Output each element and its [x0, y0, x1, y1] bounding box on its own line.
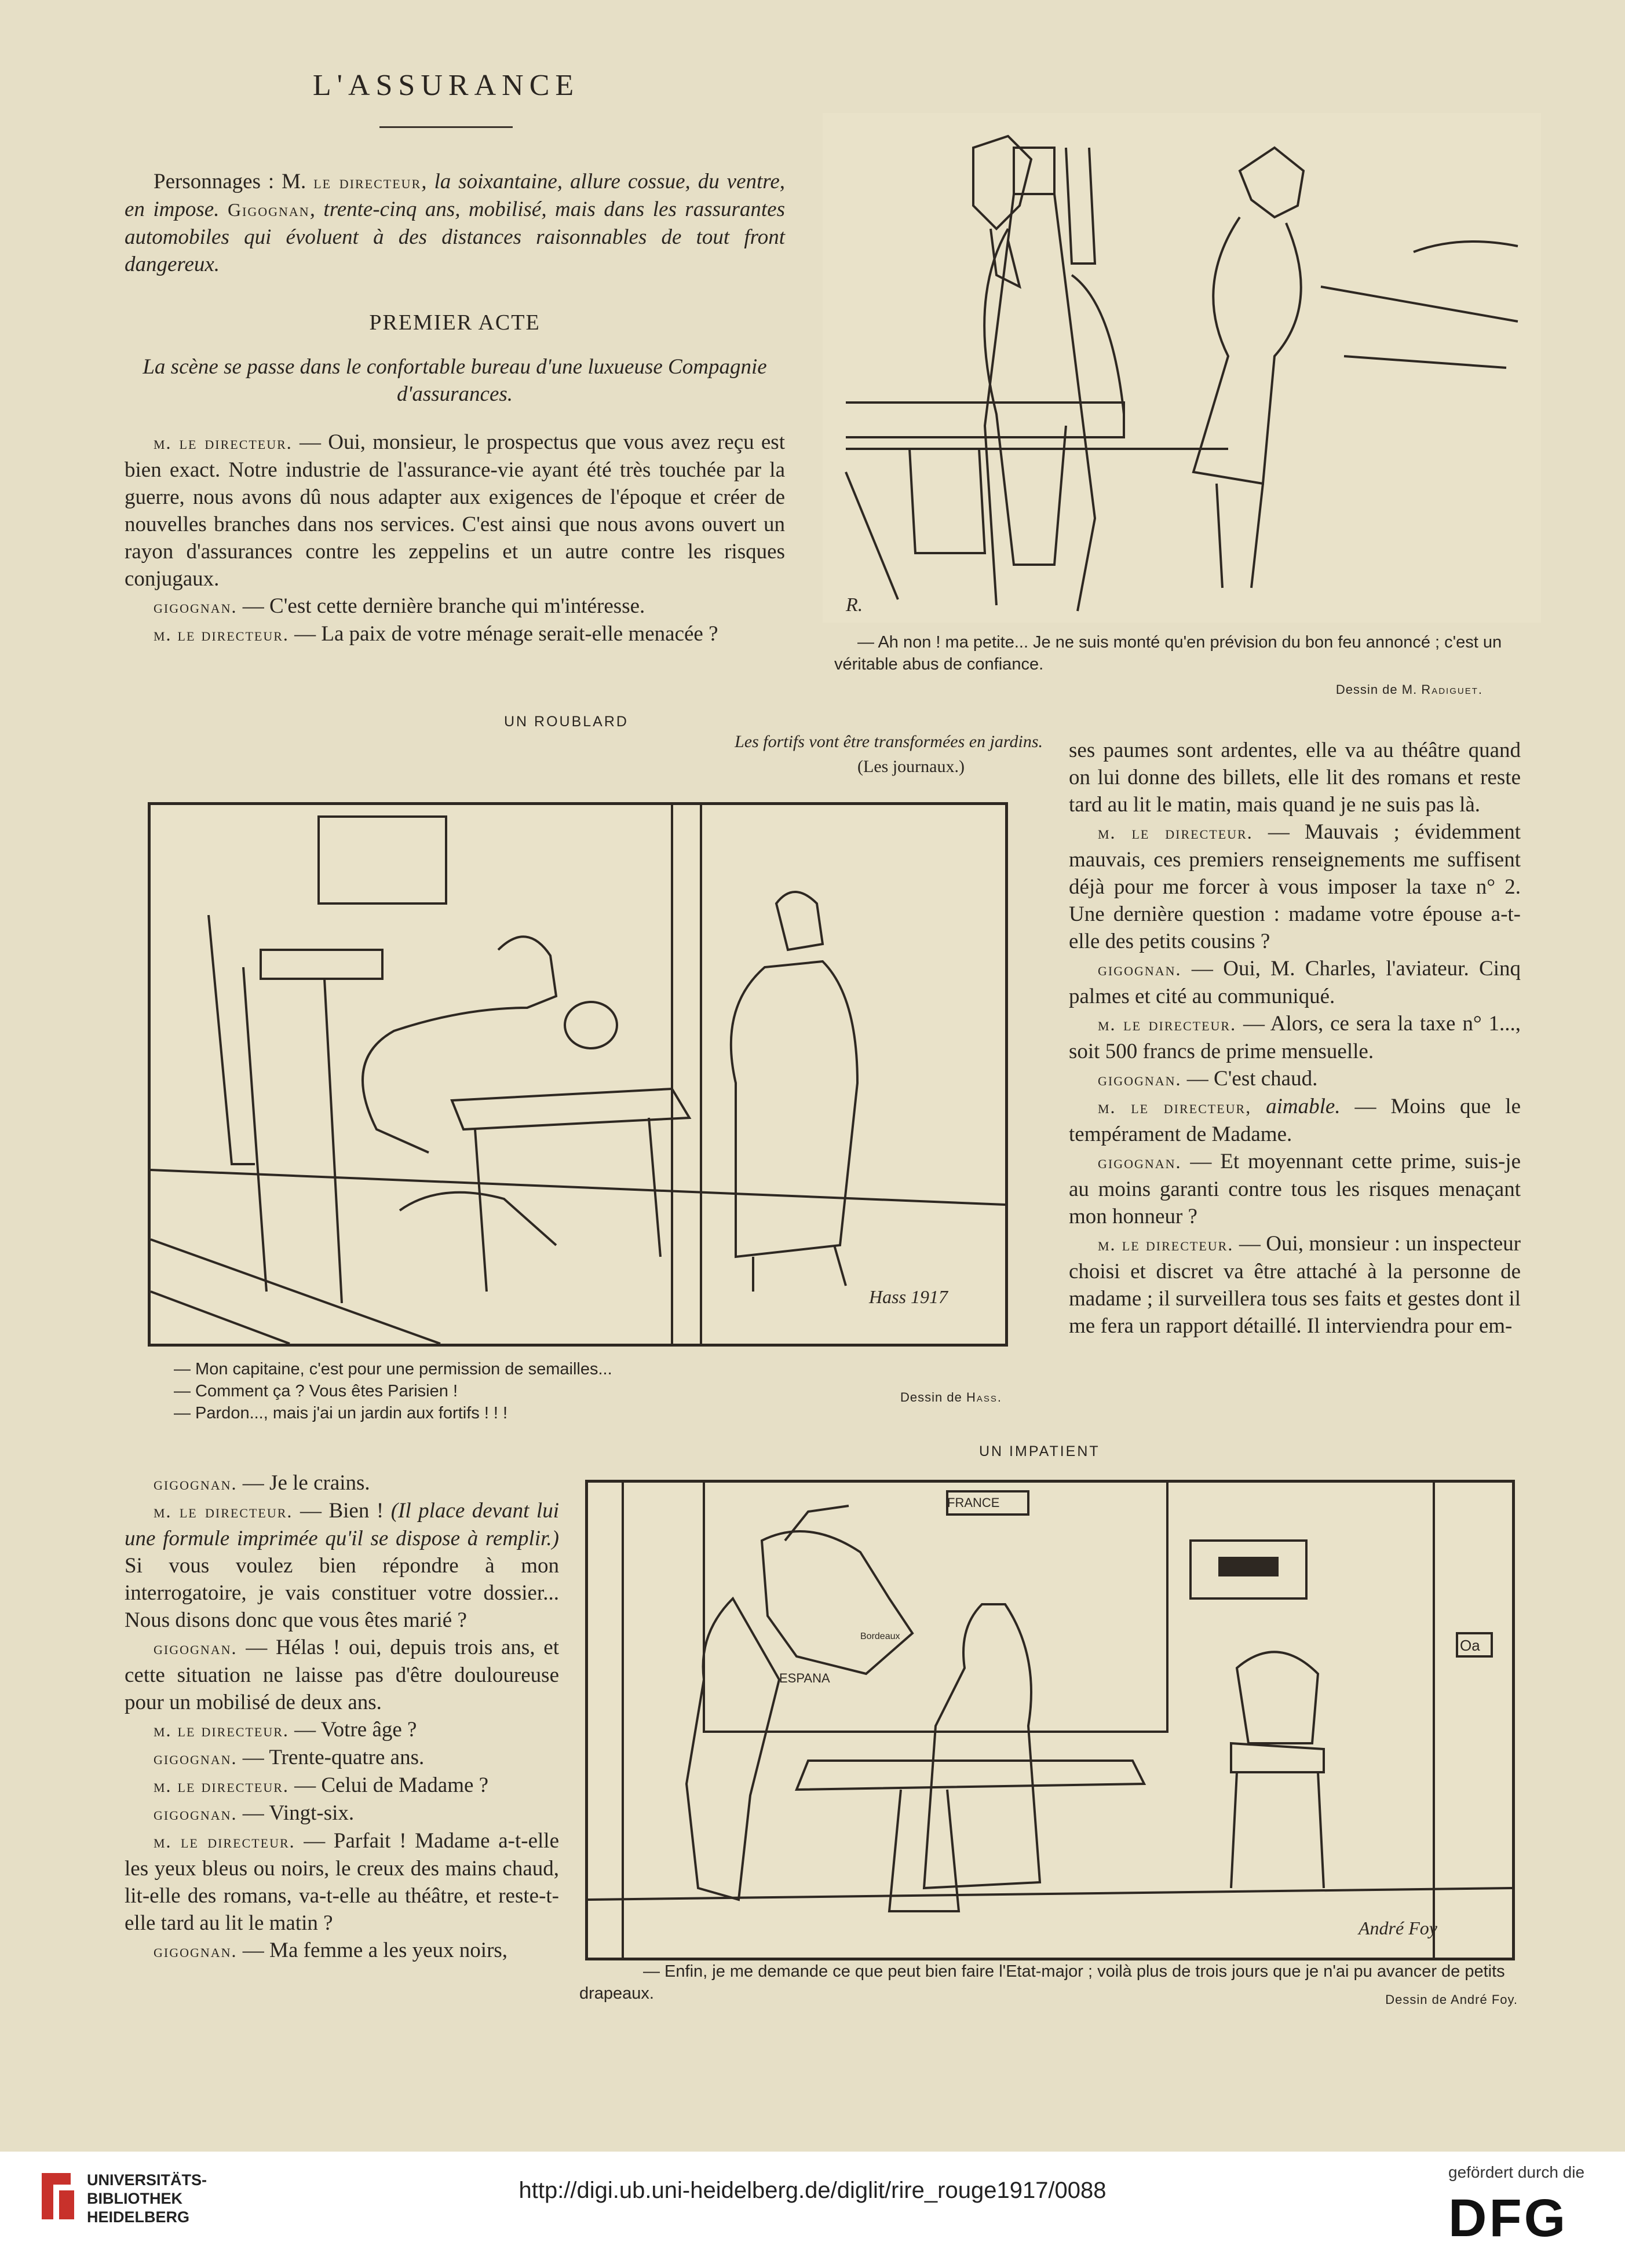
roublard-signature: Hass 1917: [869, 1286, 948, 1307]
impatient-illustration: [585, 1480, 1515, 1960]
dialogue-column-1: m. le directeur. — Oui, monsieur, le prospectus que vous avez reçu est bien exact. Notre industrie de l'assurance-vie ayant été très touchée par la guerre, nous avons dû nous adapter aux exigences de l'époque et créer de nouvelles branches dans nos services. C'est ainsi que nous avons ouvert un rayon d'assurances contre les zeppelins et un autre contre les risques conjugaux. gigognan. — C'est cette dernière branche qui m'intéresse. m. le directeur. — La paix de votre ménage serait-elle menacée ?: [125, 430, 785, 646]
impatient-signature: André Foy: [1359, 1918, 1437, 1938]
radiguet-signature: R.: [846, 594, 863, 616]
dfg-logo: DFG: [1448, 2189, 1568, 2248]
roublard-caption: [174, 1358, 840, 1424]
roublard-heading: UN ROUBLARD: [504, 714, 629, 730]
roublard-illustration: [148, 802, 1008, 1347]
roublard-drawing: [151, 805, 1005, 1344]
footer-bar: [0, 2152, 1625, 2268]
roublard-caption-line: — Mon capitaine, c'est pour une permission de semailles...: [174, 1360, 612, 1378]
sponsor-text: gefördert durch die: [1448, 2163, 1585, 2181]
radiguet-caption: — Ah non ! ma petite... Je ne suis monté qu'en prévision du bon feu annoncé ; c'est un véritable abus de confiance.: [834, 633, 1502, 674]
impatient-credit: Dessin de André Foy.: [1385, 1992, 1518, 2007]
impatient-heading: UN IMPATIENT: [979, 1443, 1100, 1459]
characters-paragraph: Personnages : M. le directeur, la soixantaine, allure cossue, du ventre, en impose. Gigognan, trente-cinq ans, mobilisé, mais dans les rassurantes automobiles qui évoluent à des distances raisonnables de tout front dangereux.: [125, 170, 786, 276]
map-label-bordeaux: Bordeaux: [860, 1632, 900, 1641]
roublard-source: (Les journaux.): [857, 757, 965, 776]
map-label-france: FRANCE: [947, 1495, 1000, 1510]
act-title: PREMIER ACTE: [369, 310, 541, 335]
radiguet-drawing: [823, 113, 1541, 623]
roublard-credit: Dessin de Hass.: [900, 1390, 1002, 1404]
impatient-drawing: [588, 1483, 1512, 1958]
map-label-espana: ESPANA: [779, 1671, 830, 1685]
door-plate: Oa: [1460, 1637, 1480, 1654]
digital-library-link[interactable]: http://digi.ub.uni-heidelberg.de/diglit/rire_rouge1917/0088: [518, 2178, 1107, 2203]
article-title: L'ASSURANCE: [312, 69, 580, 102]
roublard-caption-line: — Comment ça ? Vous êtes Parisien !: [174, 1382, 458, 1400]
roublard-caption-line: — Pardon..., mais j'ai un jardin aux fortifs ! ! !: [174, 1404, 508, 1422]
radiguet-credit: Dessin de M. Radiguet.: [1335, 682, 1483, 697]
dialogue-column-2: gigognan. — Je le crains. m. le directeur. — Bien ! (Il place devant lui une formule imprimée qu'il se dispose à remplir.) Si vous voulez bien répondre à mon interrogatoire, je vais constituer votre dossier... Nous disons donc que vous êtes marié ? gigognan. — Hélas ! oui, depuis trois ans, et cette situation ne laisse pas d'être douloureuse pour un mobilisé de deux ans. m. le directeur. — Votre âge ? gigognan. — Trente-quatre ans. m. le directeur. — Celui de Madame ? gigognan. — Vingt-six. m. le directeur. — Parfait ! Madame a-t-elle les yeux bleus ou noirs, le creux des mains chaud, lit-elle des romans, va-t-elle au théâtre, et reste-t-elle tard au lit le matin ? gigognan. — Ma femme a les yeux noirs,: [125, 1471, 559, 1962]
impatient-caption: — Enfin, je me demande ce que peut bien faire l'Etat-major ; voilà plus de trois jours que je n'ai pu avancer de petits drapeaux.: [579, 1962, 1505, 2003]
title-rule: [379, 126, 513, 128]
dialogue-column-3: ses paumes sont ardentes, elle va au théâtre quand on lui donne des billets, elle lit des romans et reste tard au lit le matin, mais quand je ne suis pas là. m. le directeur. — Mauvais ; évidemment mauvais, ces premiers renseignements me suffisent déjà pour me forcer à vous imposer la taxe n° 2. Une dernière question : madame votre épouse a-t-elle des petits cousins ? gigognan. — Oui, M. Charles, l'aviateur. Cinq palmes et cité au communiqué. m. le directeur. — Alors, ce sera la taxe n° 1..., soit 500 francs de prime mensuelle. gigognan. — C'est chaud. m. le directeur, aimable. — Moins que le tempérament de Madame. gigognan. — Et moyennant cette prime, suis-je au moins garanti contre tous les risques menaçant mon honneur ? m. le directeur. — Oui, monsieur : un inspecteur choisi et discret va être attaché à la personne de madame ; il surveillera tous ses faits et gestes dont il me fera un rapport détaillé. Il interviendra pour em-: [1069, 738, 1521, 1338]
university-library-name: UNIVERSITÄTS- BIBLIOTHEK HEIDELBERG: [87, 2171, 207, 2226]
radiguet-illustration: [823, 113, 1541, 623]
scene-description: La scène se passe dans le confortable bureau d'une luxueuse Compagnie d'assurances.: [143, 355, 767, 406]
roublard-epigraph: Les fortifs vont être transformées en jardins.: [735, 732, 1043, 751]
